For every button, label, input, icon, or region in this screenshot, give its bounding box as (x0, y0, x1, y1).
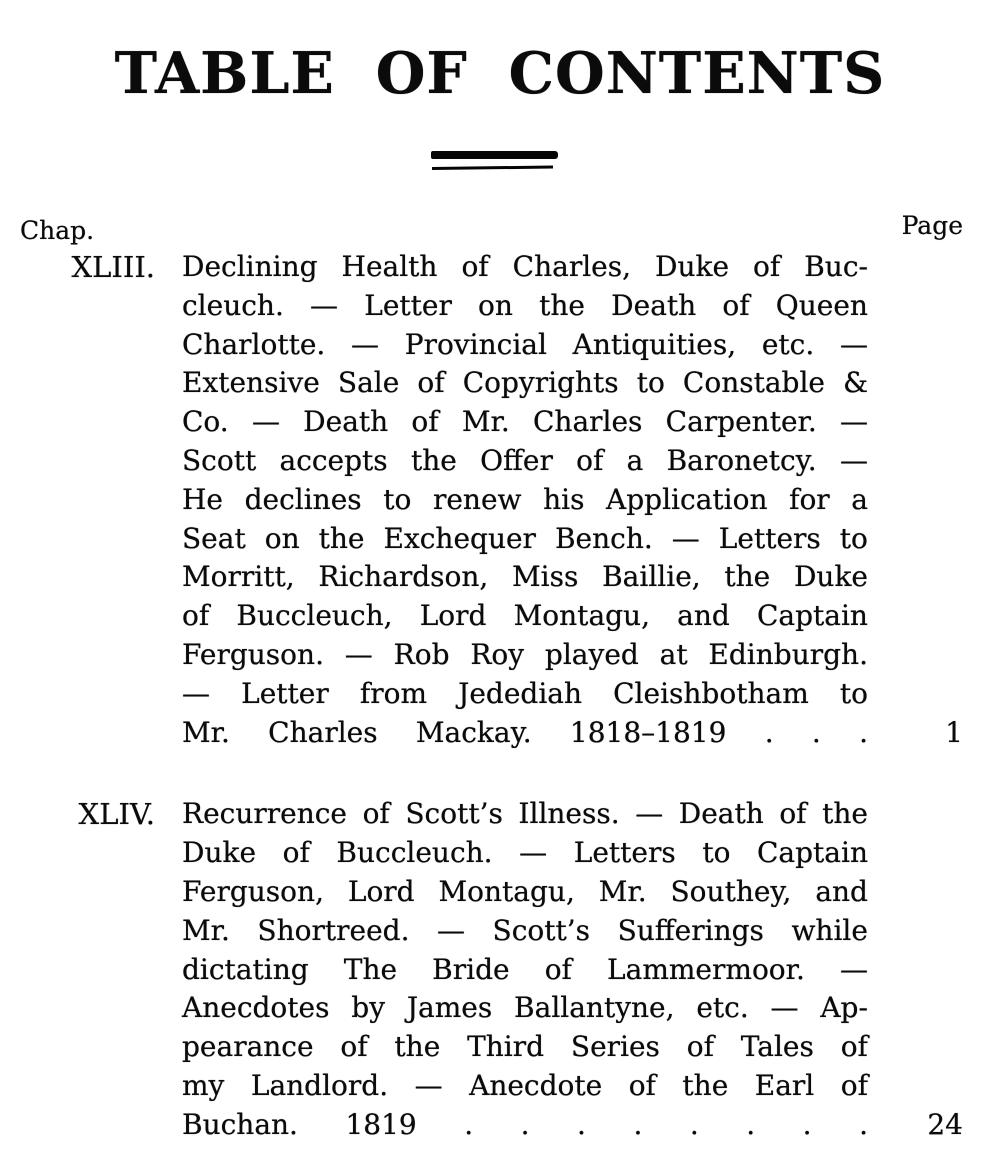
leader-dot: . (520, 1107, 530, 1141)
toc-line (182, 675, 868, 714)
word: Sufferings (617, 913, 764, 947)
word: of (544, 952, 572, 986)
word: his (543, 482, 585, 516)
word: Declining (182, 250, 318, 283)
word: on (478, 288, 513, 322)
word: of (461, 250, 489, 283)
word: at (659, 637, 688, 671)
toc-line (182, 364, 868, 403)
word: Baronetcy. (666, 443, 817, 477)
leader-dot: . (689, 1107, 699, 1141)
toc-line (182, 558, 868, 597)
word: Duke (182, 836, 257, 870)
word: Roy (470, 637, 525, 671)
word: of (628, 1068, 656, 1102)
word: Letter (364, 288, 452, 322)
word: Co. (182, 405, 229, 439)
word: Scott (182, 443, 257, 477)
toc-line (182, 834, 868, 873)
word: Copyrights (462, 366, 619, 400)
word: Shortreed. (257, 913, 410, 947)
word: Ferguson, (182, 874, 324, 908)
word: Jedediah (458, 676, 583, 710)
word: The (343, 952, 398, 986)
word: Queen (775, 288, 868, 322)
word: of (340, 1030, 368, 1064)
word: played (544, 637, 639, 671)
word: while (791, 913, 868, 947)
word: — (344, 637, 373, 671)
page-number: 1 (945, 715, 963, 749)
word: Charlotte. (182, 327, 326, 361)
word: by (351, 991, 386, 1025)
word: of (576, 443, 604, 477)
word: my (182, 1068, 225, 1102)
word: Tales (740, 1030, 814, 1064)
toc-entry (0, 248, 1000, 752)
word: Third (467, 1030, 545, 1064)
word: Sale (337, 366, 400, 400)
toc-entries (0, 248, 1000, 1159)
title-divider (431, 151, 558, 170)
word: Duke (655, 250, 730, 283)
word: — (351, 327, 380, 361)
word: Bride (432, 952, 510, 986)
word: a (851, 482, 868, 516)
word: 1819 (345, 1107, 417, 1141)
word: — (437, 913, 466, 947)
word: Charles (533, 405, 643, 439)
chapter-number: XLIII. (71, 250, 155, 284)
word: Letter (241, 676, 329, 710)
toc-line (182, 287, 868, 326)
word: Death (611, 288, 697, 322)
word: Constable (682, 366, 825, 400)
word: Provincial (404, 327, 547, 361)
word: Charles (268, 715, 378, 749)
word: the (724, 560, 771, 594)
word: from (359, 676, 427, 710)
toc-line (182, 1028, 868, 1067)
toc-line (182, 481, 868, 520)
toc-line (182, 403, 868, 442)
toc-line (182, 597, 868, 636)
toc-entry-text (182, 248, 868, 752)
leader-dot: . (746, 1107, 756, 1141)
toc-line (182, 989, 868, 1028)
word: — (414, 1068, 443, 1102)
word: Application (606, 482, 768, 516)
word: a (626, 443, 644, 477)
word: and (677, 599, 730, 633)
word: Letters (718, 521, 821, 555)
word: Anecdotes (182, 991, 330, 1025)
word: of (411, 405, 439, 439)
word: — (182, 676, 210, 710)
word: Ap- (820, 991, 868, 1025)
leader-dot: . (859, 715, 868, 749)
word: — (839, 405, 868, 439)
leader-dot: . (764, 715, 774, 749)
word: Buccleuch, (236, 599, 393, 633)
word: etc. (696, 991, 749, 1025)
word: Duke (793, 560, 868, 594)
word: Buchan. (182, 1107, 298, 1141)
toc-entry (0, 795, 1000, 1144)
word: Captain (756, 599, 868, 633)
word: Illness. (518, 797, 620, 831)
word: to (636, 366, 665, 400)
word: the (394, 1030, 441, 1064)
word: Edinburgh. (708, 637, 868, 671)
word: to (839, 676, 868, 710)
divider-rule-thin (432, 166, 553, 170)
word: Charles, (512, 250, 632, 283)
word: Montagu, (438, 874, 575, 908)
word: Earl (754, 1068, 815, 1102)
toc-line-last (182, 714, 868, 753)
toc-line (182, 520, 868, 559)
word: Morritt, (182, 560, 295, 594)
word: — (671, 521, 700, 555)
word: — (635, 797, 664, 831)
word: — (839, 327, 868, 361)
word: and (815, 874, 868, 908)
leader-dot: . (464, 1107, 474, 1141)
word: — (251, 405, 280, 439)
word: Captain (757, 836, 868, 870)
word: 1818–1819 (569, 715, 727, 749)
word: Ferguson. (182, 637, 324, 671)
word: to (702, 836, 731, 870)
word: Ballantyne, (514, 991, 675, 1025)
word: He (182, 482, 223, 516)
word: of (840, 1068, 868, 1102)
word: Buc- (804, 250, 868, 283)
word: the (682, 1068, 729, 1102)
divider-rule-thick (431, 151, 558, 159)
page-number: 24 (927, 1107, 963, 1141)
word: Landlord. (250, 1068, 389, 1102)
word: Death (303, 405, 389, 439)
word: Exchequer (383, 521, 536, 555)
word: Scott’s (492, 913, 591, 947)
word: James (406, 991, 493, 1025)
word: Rob (393, 637, 450, 671)
word: Mr. (182, 913, 230, 947)
toc-line (182, 1067, 868, 1106)
word: pearance (182, 1030, 314, 1064)
word: of (753, 250, 781, 283)
page-title: TABLE OF CONTENTS (114, 40, 886, 107)
word: Health (341, 250, 438, 283)
word: the (822, 797, 868, 831)
chapter-number: XLIV. (78, 797, 155, 832)
word: Mr. (598, 874, 647, 908)
word: accepts (279, 443, 388, 477)
word: Buccleuch. (336, 836, 493, 870)
word: declines (244, 482, 362, 516)
toc-line (182, 873, 868, 912)
word: — (519, 836, 548, 870)
word: of (722, 288, 750, 322)
word: dictating (182, 952, 309, 986)
word: of (417, 366, 445, 400)
word: of (840, 1030, 868, 1064)
word: of (282, 836, 310, 870)
toc-line (182, 326, 868, 365)
word: Miss (512, 560, 579, 594)
toc-line (182, 442, 868, 481)
word: Mr. (461, 405, 510, 439)
word: Antiquities, (572, 327, 737, 361)
toc-line-last (182, 1106, 868, 1145)
word: Richardson, (318, 560, 489, 594)
toc-line (182, 248, 868, 287)
word: Carpenter. (665, 405, 817, 439)
word: Letters (573, 836, 676, 870)
word: the (410, 443, 457, 477)
leader-dot: . (577, 1107, 586, 1141)
toc-entry-text (182, 795, 868, 1144)
page-column-label: Page (901, 211, 963, 240)
word: of (362, 797, 390, 831)
word: to (839, 521, 868, 555)
word: of (686, 1030, 714, 1064)
word: — (310, 288, 339, 322)
word: Mackay. (415, 715, 532, 749)
word: Baillie, (602, 560, 701, 594)
word: the (318, 521, 365, 555)
word: Lord (347, 874, 415, 908)
word: — (839, 443, 868, 477)
word: for (789, 482, 830, 516)
word: Extensive (182, 366, 320, 400)
word: & (843, 366, 868, 400)
chapter-column-label: Chap. (20, 216, 95, 245)
word: etc. (761, 327, 815, 361)
word: — (770, 991, 799, 1025)
leader-dot: . (802, 1107, 812, 1141)
word: Series (570, 1030, 660, 1064)
word: Mr. (182, 715, 230, 749)
leader-dot: . (859, 1107, 868, 1141)
word: of (182, 599, 210, 633)
word: the (539, 288, 585, 322)
word: renew (432, 482, 522, 516)
toc-line (182, 912, 868, 951)
word: Seat (182, 521, 246, 555)
toc-line (182, 636, 868, 675)
word: cleuch. (182, 288, 284, 322)
word: Cleishbotham (613, 676, 809, 710)
word: — (839, 952, 868, 986)
word: Lord (419, 599, 487, 633)
word: Offer (480, 443, 553, 477)
toc-line (182, 951, 868, 990)
word: on (264, 521, 300, 555)
word: Recurrence (182, 797, 347, 831)
word: Bench. (554, 521, 653, 555)
word: Death (678, 797, 764, 831)
leader-dot: . (811, 715, 821, 749)
word: to (383, 482, 412, 516)
word: Southey, (670, 874, 792, 908)
word: Montagu, (513, 599, 650, 633)
leader-dot: . (633, 1107, 643, 1141)
word: Anecdote (469, 1068, 603, 1102)
word: Scott’s (405, 797, 503, 831)
toc-line (182, 795, 868, 834)
word: of (779, 797, 807, 831)
word: Lammermoor. (607, 952, 805, 986)
